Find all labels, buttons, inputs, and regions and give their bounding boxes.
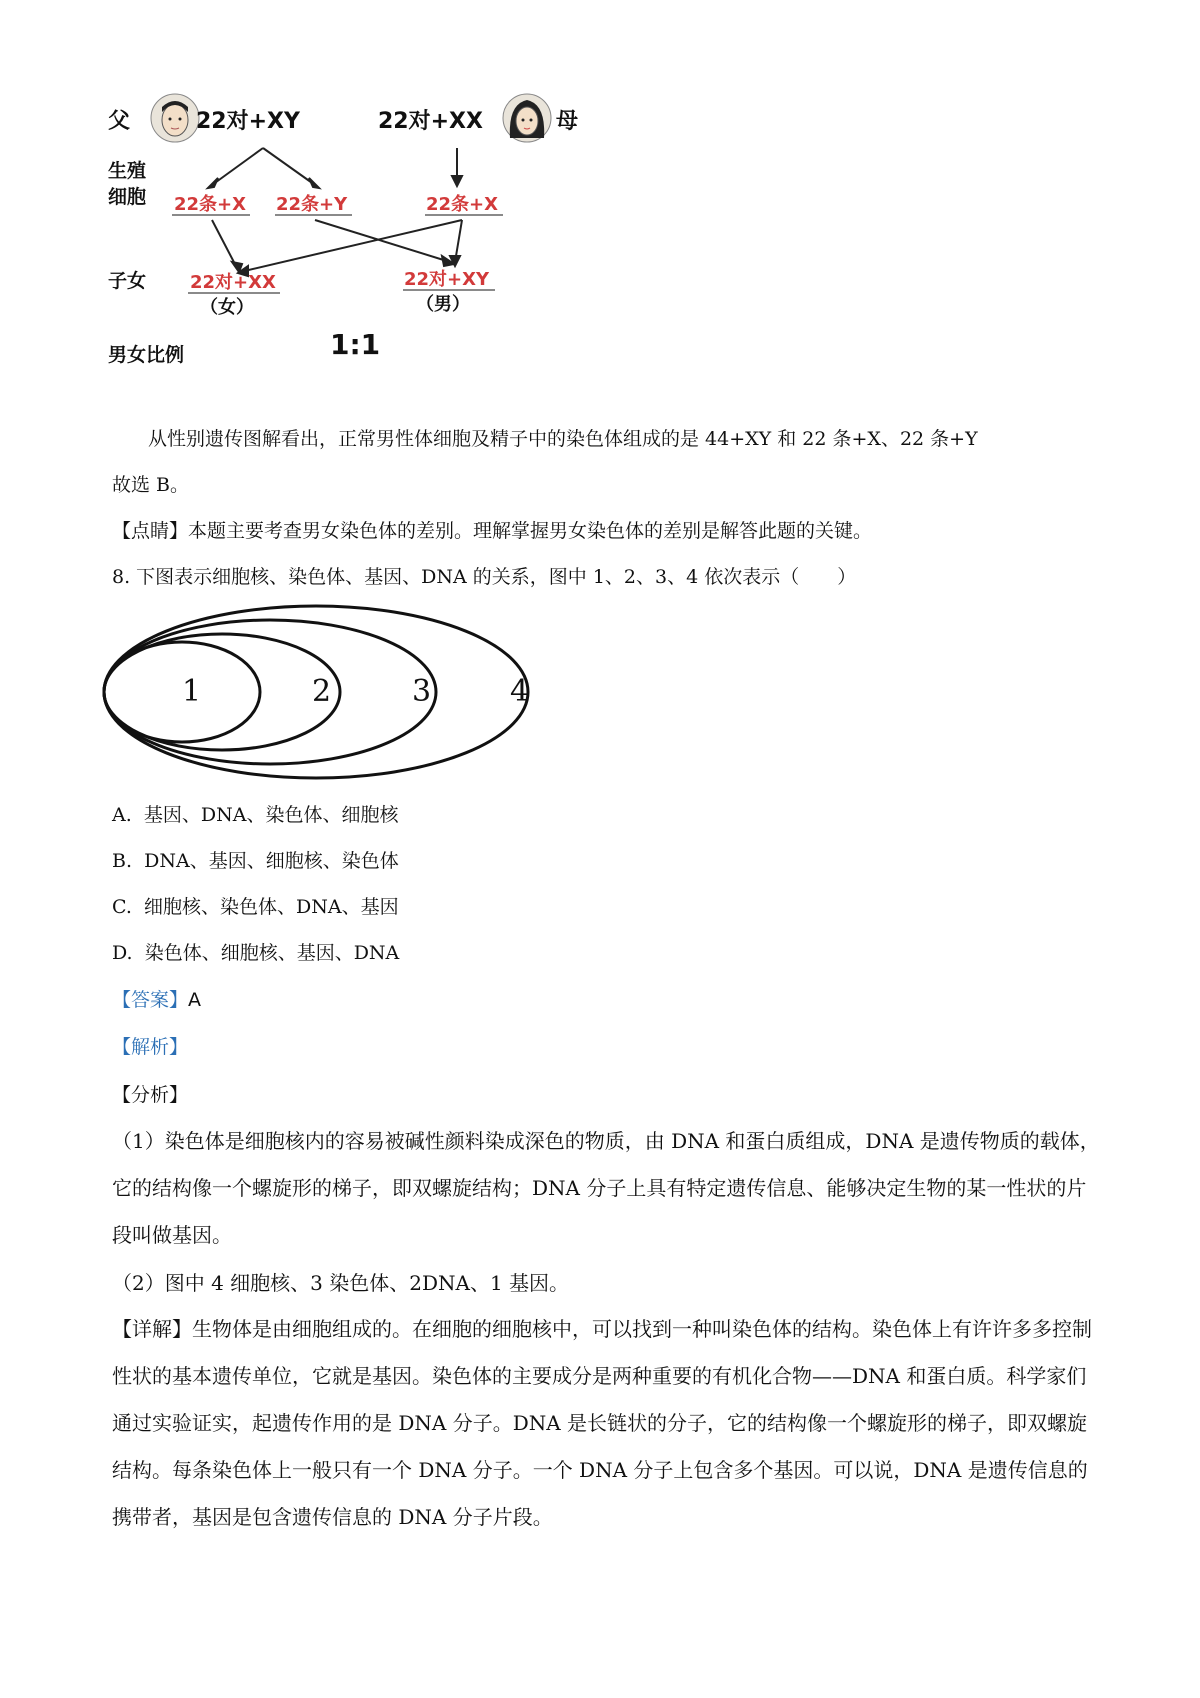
tip-text: 本题主要考查男女染色体的差别。理解掌握男女染色体的差别是解答此题的关键。 bbox=[188, 520, 873, 542]
sex-ratio: 1:1 bbox=[330, 328, 381, 361]
father-chromosomes: 22对+XY bbox=[196, 109, 300, 134]
tip-label: 【点睛】 bbox=[112, 520, 189, 542]
option-a-text: 基因、DNA、染色体、细胞核 bbox=[143, 804, 399, 826]
mother-label: 母 bbox=[556, 109, 579, 134]
analysis-label: 【解析】 bbox=[112, 1036, 189, 1058]
option-d bbox=[112, 938, 399, 965]
ellipse-label-4: 4 bbox=[510, 674, 530, 709]
option-b-text: DNA、基因、细胞核、染色体 bbox=[144, 850, 399, 872]
child-male-sex: （男） bbox=[416, 294, 470, 315]
option-d-letter: D. bbox=[112, 942, 133, 964]
option-b bbox=[112, 846, 399, 873]
gamete-father-y: 22条+Y bbox=[276, 194, 348, 215]
detail-text: 生物体是由细胞组成的。在细胞的细胞核中，可以找到一种叫染色体的结构。染色体上有许许多多控制性状的基本遗传单位，它就是基因。染色体的主要成分是两种重要的有机化合物——DNA 和蛋白质。科学家们通过实验证实，起遗传作用的是 DNA 分子。DNA 是长链状的分子，它的结构像一个螺旋形的梯子，即双螺旋结构。每条染色体上一般只有一个 DNA 分子。一个 DNA 分子上包含多个基因。可以说，DNA 是遗传信息的携带者，基因是包含遗传信息的 DNA 分子片段。 bbox=[112, 1317, 1092, 1529]
answer-value: A bbox=[188, 989, 202, 1011]
gametes-row-label: 生殖 细胞 bbox=[108, 160, 147, 208]
detail-label: 【详解】 bbox=[112, 1317, 192, 1341]
child-male-chromosomes: 22对+XY bbox=[404, 269, 490, 290]
choose-text: 故选 B。 bbox=[112, 474, 190, 496]
option-a-letter: A. bbox=[112, 804, 132, 826]
mother-avatar-icon bbox=[503, 94, 551, 142]
answer-label: 【答案】 bbox=[112, 989, 189, 1011]
ellipse-label-1: 1 bbox=[182, 674, 202, 709]
father-avatar-icon bbox=[151, 94, 199, 142]
option-c bbox=[112, 892, 399, 919]
mother-chromosomes: 22对+XX bbox=[378, 109, 483, 134]
father-label: 父 bbox=[108, 109, 131, 134]
ellipse-label-2: 2 bbox=[312, 674, 332, 709]
child-female-chromosomes: 22对+XX bbox=[190, 272, 276, 293]
option-c-text: 细胞核、染色体、DNA、基因 bbox=[144, 896, 399, 918]
nested-ellipse-svg bbox=[100, 598, 580, 788]
option-b-letter: B. bbox=[112, 850, 133, 872]
question-8: 8. 下图表示细胞核、染色体、基因、DNA 的关系，图中 1、2、3、4 依次表示（ ） bbox=[112, 566, 857, 588]
detail-paragraph bbox=[112, 1306, 1102, 1541]
conclusion-text: 从性别遗传图解看出，正常男性体细胞及精子中的染色体组成的是 44+XY 和 22 条+X、22 条+Y bbox=[148, 428, 978, 450]
option-a bbox=[112, 800, 398, 827]
analysis-1-text: （1）染色体是细胞核内的容易被碱性颜料染成深色的物质，由 DNA 和蛋白质组成，DNA 是遗传物质的载体，它的结构像一个螺旋形的梯子，即双螺旋结构；DNA 分子上具有特定遗传信息、能够决定生物的某一性状的片段叫做基因。 bbox=[112, 1129, 1100, 1247]
analysis-paragraph-1 bbox=[112, 1118, 1102, 1259]
option-d-text: 染色体、细胞核、基因、DNA bbox=[144, 942, 400, 964]
ellipse-3 bbox=[104, 620, 436, 764]
analysis-header: 【分析】 bbox=[112, 1084, 189, 1106]
option-c-letter: C. bbox=[112, 896, 132, 918]
ratio-row-label: 男女比例 bbox=[108, 344, 185, 366]
gamete-father-x: 22条+X bbox=[174, 194, 247, 215]
nested-ellipse-diagram bbox=[100, 598, 580, 788]
tip-line bbox=[112, 516, 872, 543]
children-row-label: 子女 bbox=[108, 270, 147, 292]
gamete-mother-x: 22条+X bbox=[426, 194, 499, 215]
sex-inheritance-diagram bbox=[100, 90, 640, 400]
analysis-paragraph-2 bbox=[112, 1260, 1102, 1307]
analysis-2-text: （2）图中 4 细胞核、3 染色体、2DNA、1 基因。 bbox=[112, 1271, 570, 1295]
child-female-sex: （女） bbox=[200, 297, 254, 318]
answer-line bbox=[112, 985, 201, 1012]
ellipse-label-3: 3 bbox=[412, 674, 432, 709]
